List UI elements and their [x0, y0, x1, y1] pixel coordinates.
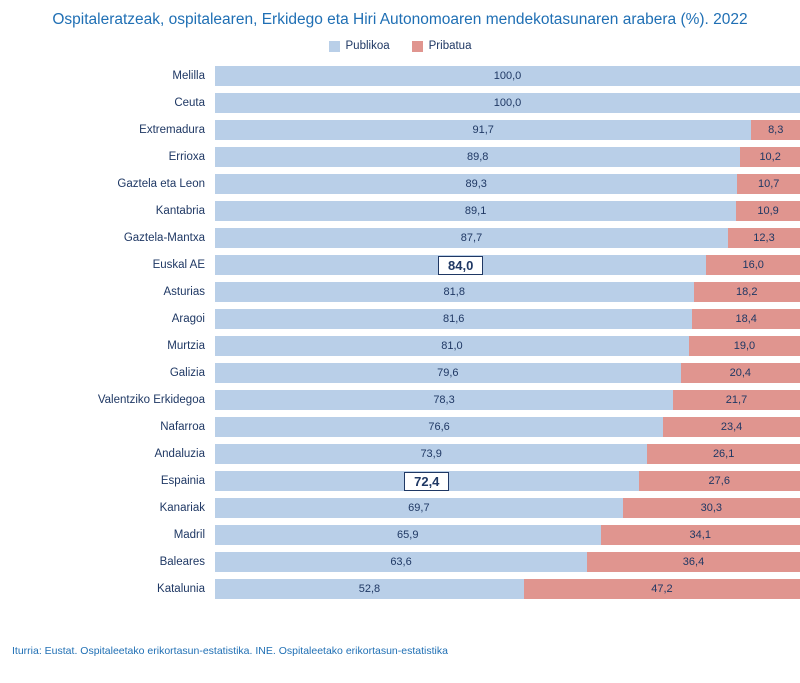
category-label: Katalunia — [157, 583, 205, 595]
bar-track — [215, 498, 800, 518]
bar-track — [215, 228, 800, 248]
bar-value-pribatua: 20,4 — [729, 367, 752, 379]
chart-title: Ospitaleratzeak, ospitalearen, Erkidego eta Hiri Autonomoaren mendekotasunaren arabera (%). 2022 — [52, 11, 748, 28]
bar-segment-publikoa — [215, 390, 673, 410]
bar-segment-publikoa — [215, 336, 689, 356]
bar-track — [215, 282, 800, 302]
bar-value-publikoa: 65,9 — [397, 529, 419, 541]
source-note: Iturria: Eustat. Ospitaleetako erikortasun-estatistika. INE. Ospitaleetako erikortasun-estatistika — [12, 645, 448, 657]
bar-segment-publikoa — [215, 147, 740, 167]
bar-value-publikoa: 69,7 — [408, 502, 430, 514]
bar-row — [0, 360, 800, 386]
bar-value-pribatua: 12,3 — [753, 232, 775, 244]
bar-value-pribatua: 27,6 — [708, 475, 730, 487]
bar-track — [215, 417, 800, 437]
category-label: Espainia — [160, 475, 205, 487]
category-label: Ceuta — [174, 97, 205, 109]
category-label: Kanariak — [159, 502, 205, 514]
bar-track — [215, 525, 800, 545]
legend-swatch-publikoa — [329, 41, 340, 52]
bar-value-publikoa: 81,8 — [443, 286, 465, 298]
bar-segment-pribatua — [689, 336, 800, 356]
bar-row — [0, 198, 800, 224]
legend-item-publikoa — [329, 40, 390, 52]
bar-value-pribatua: 10,7 — [757, 178, 780, 190]
bar-track — [215, 66, 800, 86]
bar-row — [0, 468, 800, 494]
category-label: Galizia — [169, 367, 205, 379]
bar-track — [215, 390, 800, 410]
bar-track — [215, 552, 800, 572]
bar-segment-pribatua — [706, 255, 800, 275]
category-label: Nafarroa — [160, 421, 205, 433]
bar-track — [215, 336, 800, 356]
bar-value-publikoa: 76,6 — [428, 421, 450, 433]
category-label: Errioxa — [168, 151, 205, 163]
bar-value-publikoa: 79,6 — [437, 367, 459, 379]
bar-track — [215, 174, 800, 194]
bar-segment-pribatua — [694, 282, 800, 302]
bar-row — [0, 576, 800, 602]
bar-segment-pribatua — [524, 579, 800, 599]
bar-segment-publikoa — [215, 363, 681, 383]
category-label: Gaztela-Mantxa — [123, 232, 205, 244]
bar-value-pribatua: 47,2 — [651, 583, 673, 595]
category-label: Aragoi — [171, 313, 205, 325]
bar-segment-publikoa — [215, 444, 647, 464]
bar-value-publikoa: 89,1 — [464, 205, 487, 217]
bar-value-publikoa: 87,7 — [460, 232, 483, 244]
bar-row — [0, 225, 800, 251]
bar-value-pribatua: 8,3 — [768, 124, 784, 136]
bar-segment-pribatua — [737, 174, 800, 194]
category-label: Gaztela eta Leon — [117, 178, 205, 190]
bar-value-pribatua: 16,0 — [742, 259, 764, 271]
bar-segment-pribatua — [601, 525, 800, 545]
bar-rows — [0, 63, 800, 603]
bar-segment-pribatua — [623, 498, 800, 518]
category-label: Asturias — [163, 286, 205, 298]
bar-value-publikoa: 73,9 — [420, 448, 442, 460]
bar-track — [215, 309, 800, 329]
category-label: Euskal AE — [152, 259, 205, 271]
bar-track — [215, 120, 800, 140]
bar-track — [215, 363, 800, 383]
bar-value-pribatua: 26,1 — [712, 448, 735, 460]
bar-segment-pribatua — [587, 552, 800, 572]
category-label: Andaluzia — [154, 448, 205, 460]
bar-row — [0, 495, 800, 521]
bar-segment-pribatua — [647, 444, 800, 464]
bar-row — [0, 144, 800, 170]
bar-segment-publikoa — [215, 471, 639, 491]
bar-row — [0, 306, 800, 332]
bar-segment-publikoa — [215, 120, 751, 140]
bar-segment-publikoa — [215, 228, 728, 248]
bar-row — [0, 117, 800, 143]
bar-value-publikoa: 78,3 — [433, 394, 455, 406]
bar-value-pribatua: 23,4 — [720, 421, 743, 433]
bar-row — [0, 171, 800, 197]
legend-swatch-pribatua — [412, 41, 423, 52]
bar-value-publikoa: 63,6 — [390, 556, 412, 568]
bar-value-publikoa: 72,4 — [404, 472, 449, 491]
bar-value-publikoa: 91,7 — [472, 124, 494, 136]
bar-track — [215, 93, 800, 113]
bar-segment-publikoa — [215, 579, 524, 599]
bar-value-pribatua: 34,1 — [689, 529, 711, 541]
bar-segment-publikoa — [215, 525, 601, 545]
bar-track — [215, 444, 800, 464]
bar-track — [215, 471, 800, 491]
bar-segment-pribatua — [736, 201, 800, 221]
bar-segment-publikoa — [215, 498, 623, 518]
bar-row — [0, 387, 800, 413]
bar-track — [215, 201, 800, 221]
category-label: Extremadura — [139, 124, 205, 136]
category-label: Baleares — [159, 556, 205, 568]
bar-value-publikoa: 84,0 — [438, 256, 483, 275]
bar-row — [0, 414, 800, 440]
bar-segment-publikoa — [215, 255, 706, 275]
legend-item-pribatua — [412, 40, 472, 52]
bar-value-pribatua: 10,2 — [759, 151, 781, 163]
bar-value-publikoa: 89,3 — [465, 178, 487, 190]
bar-row — [0, 549, 800, 575]
bar-segment-publikoa — [215, 417, 663, 437]
bar-value-publikoa: 89,8 — [466, 151, 489, 163]
category-label: Madril — [173, 529, 205, 541]
bar-segment-publikoa — [215, 201, 736, 221]
bar-row — [0, 333, 800, 359]
bar-value-pribatua: 18,4 — [735, 313, 757, 325]
bar-value-publikoa: 100,0 — [493, 70, 522, 82]
plot-area — [0, 63, 800, 603]
bar-row — [0, 63, 800, 89]
bar-value-pribatua: 21,7 — [725, 394, 748, 406]
bar-value-pribatua: 30,3 — [700, 502, 723, 514]
bar-value-publikoa: 52,8 — [358, 583, 381, 595]
bar-value-publikoa: 81,6 — [442, 313, 465, 325]
bar-segment-pribatua — [639, 471, 800, 491]
bar-segment-pribatua — [663, 417, 800, 437]
category-label: Kantabria — [155, 205, 205, 217]
chart-legend — [0, 37, 800, 55]
bar-value-publikoa: 100,0 — [493, 97, 522, 109]
bar-row — [0, 441, 800, 467]
bar-segment-pribatua — [740, 147, 800, 167]
bar-value-pribatua: 19,0 — [733, 340, 756, 352]
bar-segment-publikoa — [215, 309, 692, 329]
bar-segment-pribatua — [728, 228, 800, 248]
bar-segment-pribatua — [681, 363, 800, 383]
bar-row — [0, 522, 800, 548]
bar-row — [0, 252, 800, 278]
bar-value-pribatua: 10,9 — [757, 205, 779, 217]
legend-label-pribatua: Pribatua — [428, 40, 472, 52]
bar-segment-publikoa — [215, 93, 800, 113]
legend-label-publikoa: Publikoa — [345, 40, 390, 52]
bar-segment-publikoa — [215, 66, 800, 86]
bar-track — [215, 255, 800, 275]
bar-segment-publikoa — [215, 282, 694, 302]
category-label: Valentziko Erkidegoa — [97, 394, 205, 406]
bar-segment-publikoa — [215, 552, 587, 572]
bar-track — [215, 579, 800, 599]
bar-value-pribatua: 36,4 — [682, 556, 705, 568]
bar-row — [0, 90, 800, 116]
category-label: Murtzia — [167, 340, 205, 352]
bar-value-publikoa: 81,0 — [441, 340, 463, 352]
bar-segment-publikoa — [215, 174, 737, 194]
bar-value-pribatua: 18,2 — [736, 286, 758, 298]
bar-segment-pribatua — [673, 390, 800, 410]
bar-segment-pribatua — [751, 120, 800, 140]
bar-segment-pribatua — [692, 309, 800, 329]
bar-row — [0, 279, 800, 305]
bar-track — [215, 147, 800, 167]
category-label: Melilla — [172, 70, 205, 82]
